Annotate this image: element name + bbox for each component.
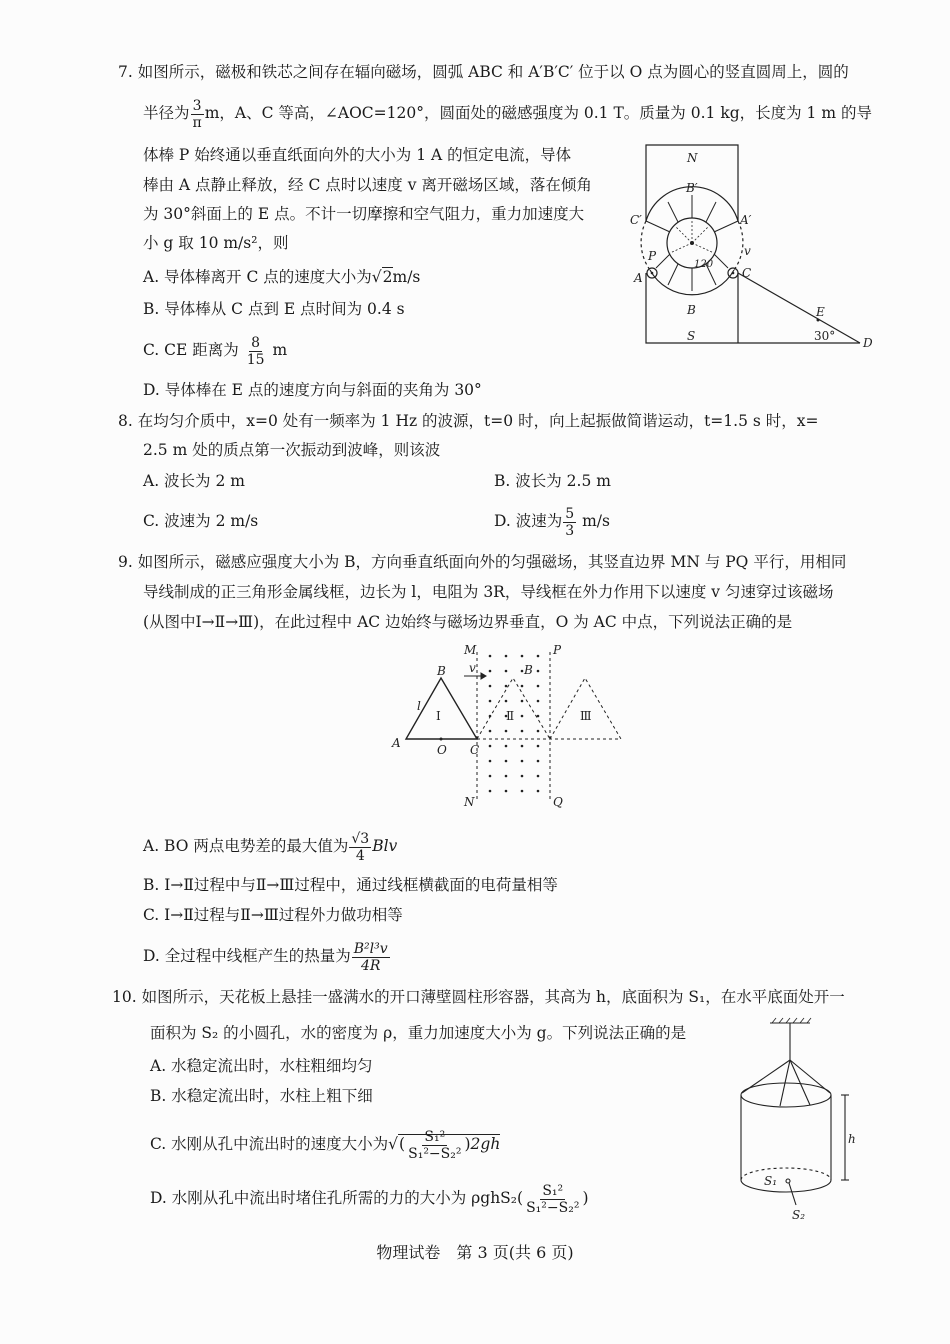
q8-stem-line2: 2.5 m 处的质点第一次振动到波峰，则该波 [143, 441, 441, 459]
field-dot [521, 790, 524, 793]
label-30-degree: 30° [814, 329, 836, 343]
field-dot [489, 685, 492, 688]
q10-option-b[interactable]: B. 水稳定流出时，水柱上粗下细 [150, 1087, 373, 1105]
label-c: C [742, 266, 752, 280]
area-fraction [406, 1129, 463, 1162]
label-b-prime: B′ [686, 181, 698, 195]
fraction-numerator: 8 [251, 334, 261, 351]
field-dot [537, 730, 540, 733]
field-dot [505, 685, 508, 688]
label-region-2: Ⅱ [506, 709, 515, 723]
field-dot [489, 745, 492, 748]
label-s: S [687, 329, 696, 343]
field-dot [489, 790, 492, 793]
q7-option-d[interactable]: D. 导体棒在 E 点的速度方向与斜面的夹角为 30° [143, 381, 482, 399]
option-unit: m/s [392, 268, 421, 286]
fraction-denominator: 4 [355, 847, 365, 864]
option-text: A. BO 两点电势差的最大值为 [143, 837, 349, 855]
q7-stem-line5: 为 30°斜面上的 E 点。不计一切摩擦和空气阻力，重力加速度大 [143, 205, 585, 223]
ce-fraction [245, 335, 267, 368]
field-dot [521, 700, 524, 703]
option-expression: 2gh [470, 1135, 501, 1153]
field-dot [505, 700, 508, 703]
q9-option-c[interactable]: C. Ⅰ→Ⅱ过程与Ⅱ→Ⅲ过程外力做功相等 [143, 906, 403, 924]
radicand: 2 [382, 268, 393, 286]
field-dot [505, 760, 508, 763]
field-dot [505, 670, 508, 673]
heat-fraction [352, 941, 390, 974]
label-v: v [469, 661, 476, 675]
field-dot [521, 685, 524, 688]
fraction-denominator: S₁²−S₂² [526, 1199, 580, 1216]
field-dot [537, 655, 540, 658]
label-region-3: Ⅲ [580, 709, 592, 723]
q10-stem-line2: 面积为 S₂ 的小圆孔，水的密度为 ρ，重力加速度大小为 g。下列说法正确的是 [150, 1024, 687, 1042]
q9-magnetic-field-figure [380, 640, 740, 810]
field-dot [505, 745, 508, 748]
field-dot [505, 775, 508, 778]
option-text: D. 水刚从孔中流出时堵住孔所需的力的大小为 ρghS₂ [150, 1189, 518, 1207]
field-dot [537, 775, 540, 778]
label-n: N [464, 795, 475, 809]
option-text: D. 波速为 [494, 512, 563, 530]
field-dot [537, 790, 540, 793]
fraction-numerator: S₁² [424, 1128, 446, 1145]
field-dot [505, 655, 508, 658]
q7-option-b[interactable]: B. 导体棒从 C 点到 E 点时间为 0.4 s [143, 300, 405, 318]
label-a-prime: A′ [740, 213, 752, 227]
label-d: D [863, 336, 873, 350]
q7-option-a[interactable] [143, 267, 420, 287]
fraction-numerator: √3 [351, 830, 370, 847]
option-text: C. 水刚从孔中流出时的速度大小为√ [150, 1135, 399, 1153]
fraction-numerator: S₁² [542, 1182, 564, 1199]
option-expression: Blv [372, 837, 398, 855]
label-a: A [392, 736, 401, 750]
field-dot [537, 685, 540, 688]
label-a: A [634, 271, 643, 285]
label-q: Q [553, 795, 563, 809]
q7-stem-line6: 小 g 取 10 m/s²，则 [143, 234, 289, 252]
field-dot [521, 745, 524, 748]
q8-option-a[interactable]: A. 波长为 2 m [143, 472, 245, 490]
label-region-1: Ⅰ [436, 709, 441, 723]
label-c-prime: C′ [630, 213, 642, 227]
q7-option-c[interactable] [143, 333, 287, 368]
field-dot [521, 730, 524, 733]
option-text: C. CE 距离为 [143, 341, 239, 359]
field-dot [521, 760, 524, 763]
q9-stem-line2: 导线制成的正三角形金属线框，边长为 l，电阻为 3R，导线框在外力作用下以速度 v 匀速穿过该磁场 [143, 583, 834, 601]
label-m: M [464, 643, 477, 657]
field-dot [537, 700, 540, 703]
q8-option-b[interactable]: B. 波长为 2.5 m [494, 472, 611, 490]
q10-stem-line1: 10. 如图所示，天花板上悬挂一盛满水的开口薄壁圆柱形容器，其高为 h，底面积为 S₁，在水平底面处开一 [112, 988, 845, 1006]
label-p: P [648, 249, 657, 263]
fraction-denominator: 15 [246, 351, 265, 368]
label-o: O [437, 743, 447, 757]
q7-stem-line1: 7. 如图所示，磁极和铁芯之间存在辐向磁场，圆弧 ABC 和 A′B′C′ 位于以 O 点为圆心的竖直圆周上，圆的 [118, 63, 849, 81]
force-fraction [524, 1183, 581, 1216]
q7-stem-line3: 体棒 P 始终通以垂直纸面向外的大小为 1 A 的恒定电流，导体 [143, 146, 572, 164]
q10-option-a[interactable]: A. 水稳定流出时，水柱粗细均匀 [150, 1057, 373, 1075]
fraction-denominator: 3 [565, 522, 575, 539]
q9-stem-line3: (从图中Ⅰ→Ⅱ→Ⅲ)，在此过程中 AC 边始终与磁场边界垂直，O 为 AC 中点，下列说法正确的是 [143, 613, 793, 631]
field-dot [489, 730, 492, 733]
q10-option-c[interactable] [150, 1124, 500, 1164]
field-dot [537, 670, 540, 673]
q9-option-d[interactable] [143, 938, 391, 974]
fraction-numerator: 5 [565, 505, 575, 522]
label-s1: S₁ [764, 1174, 778, 1188]
option-unit: m/s [582, 512, 610, 530]
q10-cylinder-figure [720, 1015, 870, 1230]
option-text: A. 导体棒离开 C 点的速度大小为√ [143, 268, 382, 286]
label-b: B [687, 303, 696, 317]
label-s2: S₂ [792, 1208, 806, 1222]
q9-stem-line1: 9. 如图所示，磁感应强度大小为 B，方向垂直纸面向外的匀强磁场，其竖直边界 MN 与 PQ 平行，用相同 [118, 553, 847, 571]
q7-line2-pre: 半径为 [143, 104, 190, 122]
fraction-numerator: B²l³v [353, 940, 388, 957]
field-dot [537, 760, 540, 763]
field-dot [521, 775, 524, 778]
q10-option-d[interactable]: D. 水刚从孔中流出时堵住孔所需的力的大小为 ρghS₂( $\frac{\text{S₁²}}{\text{S₁²−S₂²}}$ ) [150, 1182, 589, 1216]
speed-fraction [563, 506, 576, 539]
fraction-denominator: S₁²−S₂² [408, 1145, 462, 1162]
q7-magnet-figure [620, 140, 880, 360]
q9-option-a[interactable] [143, 828, 397, 864]
label-b-moved: B [524, 663, 533, 677]
label-v: v [744, 244, 751, 258]
option-unit: m [272, 341, 288, 359]
label-c: C [470, 743, 480, 757]
q8-option-d[interactable] [494, 504, 610, 539]
q7-line2-post: m，A、C 等高，∠AOC=120°，圆面处的磁感强度为 0.1 T。质量为 0.1 kg，长度为 1 m 的导 [204, 104, 872, 122]
q7-stem-line2 [143, 96, 872, 131]
q9-option-b[interactable]: B. Ⅰ→Ⅱ过程中与Ⅱ→Ⅲ过程中，通过线框横截面的电荷量相等 [143, 876, 558, 894]
radical: ( $\frac{\text{S₁²}}{\text{S₁²−S₂²}}$ )2gh [399, 1128, 501, 1162]
field-dot [521, 715, 524, 718]
q7-radius-fraction [191, 98, 204, 131]
label-center-angle: 120 [694, 259, 714, 270]
field-dot [489, 760, 492, 763]
field-dot [489, 670, 492, 673]
field-dot [489, 655, 492, 658]
field-dot [537, 745, 540, 748]
label-e: E [816, 305, 825, 319]
field-dot [489, 775, 492, 778]
fraction-denominator: π [192, 114, 202, 131]
page-footer: 物理试卷 第 3 页(共 6 页) [376, 1243, 574, 1262]
label-b: B [437, 664, 446, 678]
q7-stem-line4: 棒由 A 点静止释放，经 C 点时以速度 v 离开磁场区域，落在倾角 [143, 176, 592, 194]
field-dot [505, 730, 508, 733]
label-h: h [848, 1132, 856, 1146]
q8-stem-line1: 8. 在均匀介质中，x=0 处有一频率为 1 Hz 的波源，t=0 时，向上起振做简谐运动，t=1.5 s 时，x= [118, 412, 819, 430]
label-n: N [687, 151, 698, 165]
label-l: l [417, 699, 421, 713]
fraction-denominator: 4R [360, 957, 381, 974]
field-dot [521, 655, 524, 658]
option-text: D. 全过程中线框产生的热量为 [143, 947, 351, 965]
field-dot [489, 700, 492, 703]
label-p: P [553, 643, 562, 657]
potential-fraction [349, 831, 371, 864]
field-dot [505, 790, 508, 793]
q8-option-c[interactable]: C. 波速为 2 m/s [143, 512, 259, 530]
field-dot [521, 670, 524, 673]
fraction-numerator: 3 [192, 97, 202, 114]
